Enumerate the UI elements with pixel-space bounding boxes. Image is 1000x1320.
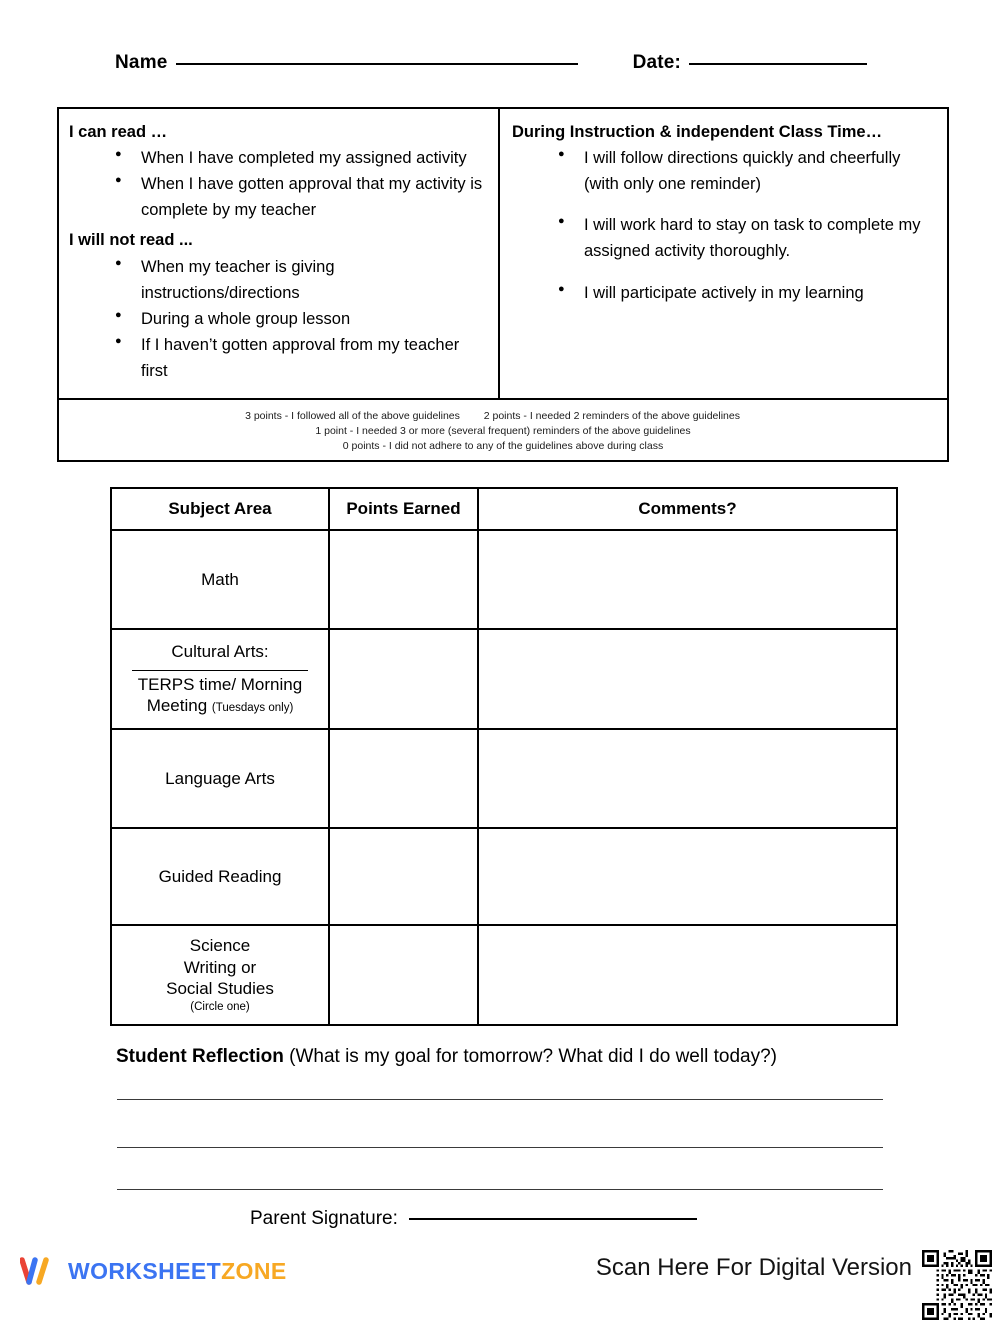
expectations-columns — [59, 109, 947, 400]
parent-signature-label: Parent Signature: — [250, 1208, 398, 1229]
science-line-2: Writing or — [183, 957, 257, 977]
points-cell-language-arts[interactable] — [329, 729, 478, 828]
heading-during-instruction: During Instruction & independent Class Time… — [512, 123, 883, 141]
student-reflection-prompt: (What is my goal for tomorrow? What did I do well today?) — [283, 1046, 777, 1067]
brand-word-worksheet: WORKSHEET — [68, 1257, 222, 1284]
list-item: ● During a whole group lesson — [115, 306, 488, 332]
cultural-arts-write-rule[interactable] — [132, 670, 308, 671]
reflection-write-line-3[interactable] — [117, 1189, 883, 1190]
table-row — [111, 925, 897, 1025]
list-item: ● I will follow directions quickly and cheerfully (with only one reminder) — [558, 145, 937, 197]
table-row — [111, 530, 897, 629]
name-write-line[interactable] — [176, 63, 578, 65]
subject-name-guided-reading: Guided Reading — [111, 828, 329, 925]
comments-cell-math[interactable] — [478, 530, 897, 629]
points-cell-math[interactable] — [329, 530, 478, 629]
subject-name-science-writing-social-studies — [111, 925, 329, 1025]
date-label: Date: — [632, 52, 682, 73]
subject-name-math: Math — [111, 530, 329, 629]
list-item: ● I will work hard to stay on task to complete my assigned activity thoroughly. — [558, 212, 937, 264]
list-item: ● When I have gotten approval that my activity is complete by my teacher — [115, 171, 488, 223]
points-legend — [59, 398, 947, 460]
subject-name-language-arts: Language Arts — [111, 729, 329, 828]
name-label: Name — [115, 52, 168, 73]
column-header-points-earned: Points Earned — [329, 488, 478, 530]
i-will-not-read-list — [69, 254, 488, 384]
points-cell-cultural-arts[interactable] — [329, 629, 478, 729]
list-item: ● I will participate actively in my learning — [558, 280, 937, 306]
expectations-left-column — [59, 109, 500, 400]
table-row — [111, 729, 897, 828]
science-line-1: Science — [189, 936, 251, 956]
points-legend-0: 0 points - I did not adhere to any of the guidelines above during class — [342, 440, 664, 453]
subject-points-table — [110, 487, 898, 1026]
table-row — [111, 629, 897, 729]
points-legend-1: 1 point - I needed 3 or more (several frequent) reminders of the above guidelines — [315, 425, 691, 438]
circle-one-note: (Circle one) — [190, 1001, 250, 1014]
worksheetzone-mark-icon — [20, 1254, 62, 1288]
student-reflection-title: Student Reflection — [116, 1046, 284, 1067]
table-header-row — [111, 488, 897, 530]
science-line-3: Social Studies — [166, 978, 274, 998]
points-cell-science[interactable] — [329, 925, 478, 1025]
heading-i-can-read: I can read … — [69, 123, 168, 141]
reflection-write-line-1[interactable] — [117, 1099, 883, 1100]
column-header-comments: Comments? — [478, 488, 897, 530]
parent-signature-line[interactable] — [409, 1218, 697, 1220]
comments-cell-guided-reading[interactable] — [478, 828, 897, 925]
cultural-arts-subtitle: TERPS time/ Morning Meeting — [137, 675, 303, 715]
list-item: ● When I have completed my assigned activity — [115, 145, 488, 171]
page-footer — [0, 1248, 1000, 1294]
during-instruction-list — [512, 145, 937, 305]
i-can-read-list — [69, 145, 488, 223]
scan-here-label: Scan Here For Digital Version — [595, 1254, 912, 1281]
header-name-date-row — [0, 52, 1000, 88]
points-cell-guided-reading[interactable] — [329, 828, 478, 925]
list-item: ● If I haven’t gotten approval from my teacher first — [115, 332, 488, 384]
expectations-right-column — [500, 109, 947, 400]
cultural-arts-note: (Tuesdays only) — [211, 701, 294, 714]
parent-signature-row — [250, 1208, 697, 1230]
date-write-line[interactable] — [689, 63, 867, 65]
list-item: ● When my teacher is giving instructions/directions — [115, 254, 488, 306]
comments-cell-cultural-arts[interactable] — [478, 629, 897, 729]
qr-code-icon[interactable] — [922, 1250, 992, 1320]
subject-name-cultural-arts — [111, 629, 329, 729]
column-header-subject-area: Subject Area — [111, 488, 329, 530]
points-legend-3: 3 points - I followed all of the above guidelines — [245, 410, 460, 422]
comments-cell-science[interactable] — [478, 925, 897, 1025]
worksheet-zone-logo[interactable] — [20, 1252, 287, 1290]
table-row — [111, 828, 897, 925]
brand-wordmark — [68, 1258, 287, 1285]
points-legend-2: 2 points - I needed 2 reminders of the above guidelines — [483, 410, 740, 422]
cultural-arts-title: Cultural Arts: — [171, 642, 269, 662]
expectations-box — [57, 107, 949, 462]
brand-word-zone: ZONE — [221, 1257, 287, 1284]
student-reflection-heading — [116, 1046, 777, 1068]
comments-cell-language-arts[interactable] — [478, 729, 897, 828]
heading-i-will-not-read: I will not read ... — [69, 231, 193, 250]
reflection-write-line-2[interactable] — [117, 1147, 883, 1148]
